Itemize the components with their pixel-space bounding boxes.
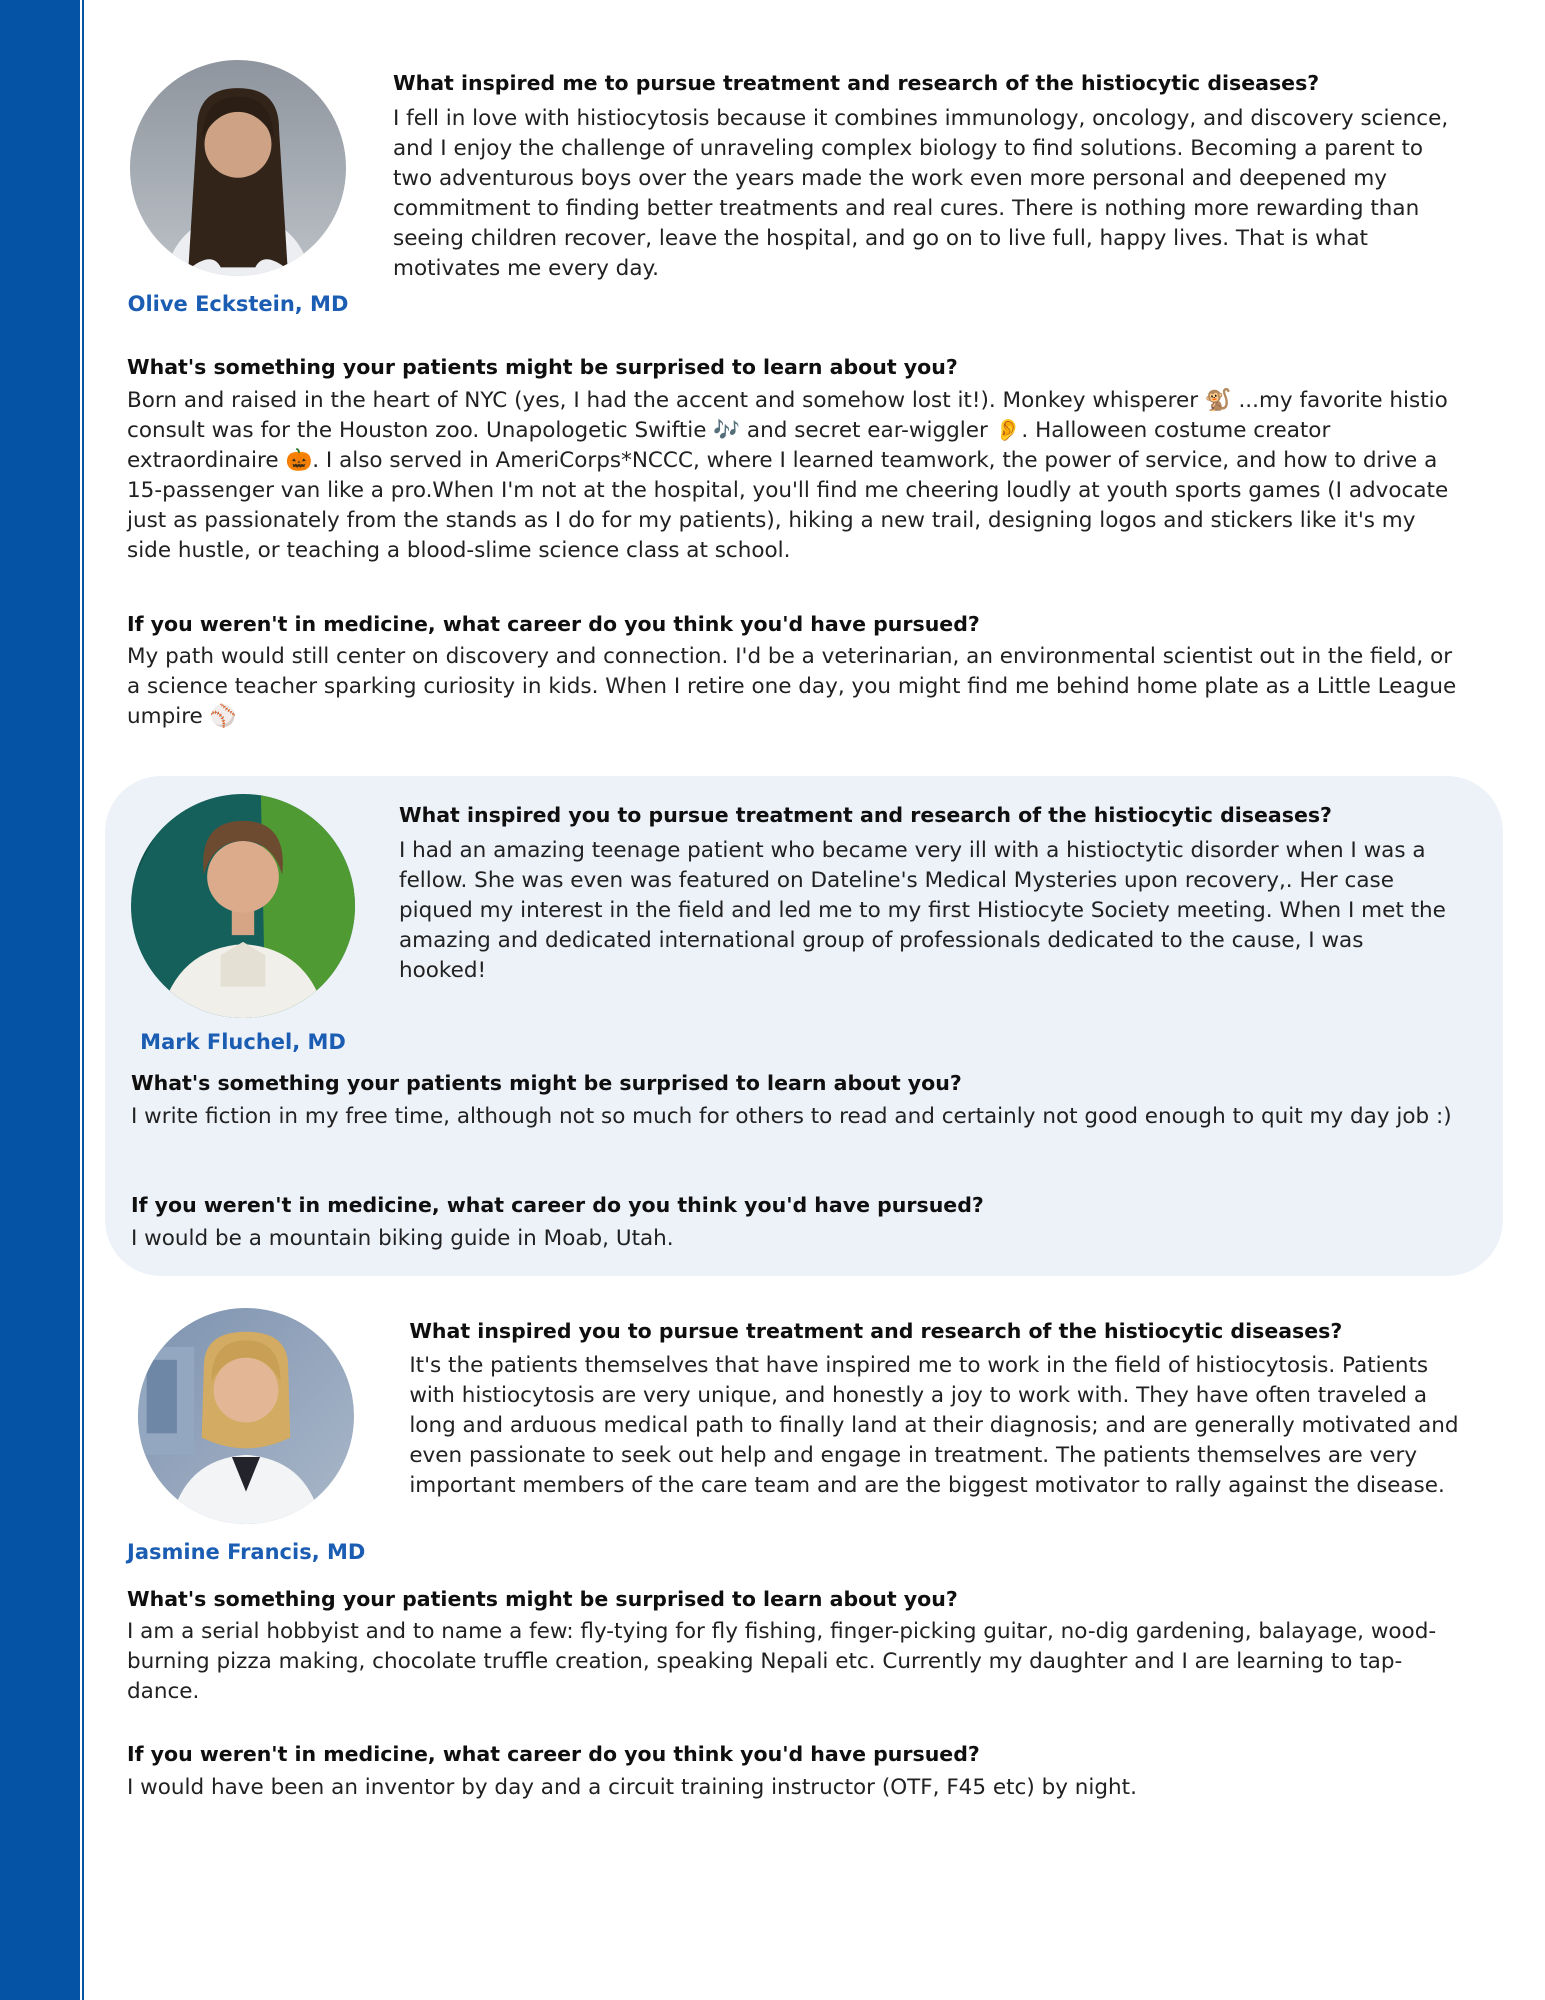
question-heading: If you weren't in medicine, what career do you think you'd have pursued? (127, 611, 980, 636)
doctor-photo-mark-fluchel (131, 794, 355, 1018)
photo-column (127, 1308, 365, 1564)
question-heading: What inspired me to pursue treatment and research of the histiocytic diseases? (393, 71, 1320, 95)
question-heading: If you weren't in medicine, what career do you think you'd have pursued? (131, 1193, 984, 1218)
left-accent-line (82, 0, 84, 2000)
question-heading: What's something your patients might be surprised to learn about you? (127, 1586, 958, 1611)
left-accent-bar (0, 0, 80, 2000)
qa-block (127, 1586, 1463, 1708)
doctor-name: Jasmine Francis, MD (127, 1539, 366, 1564)
intro-row (127, 1308, 1479, 1564)
qa-block (131, 1192, 1457, 1254)
answer-text: I am a serial hobbyist and to name a few: fly-tying for fly fishing, finger-picking guitar, no-dig gardening, balayage, wood-burning pizza making, chocolate truffle creation, speaking Nepali etc. Currently my daughter and I are learning to tap-dance. (127, 1619, 1437, 1705)
doctor-photo-olive-eckstein (130, 60, 346, 276)
question-heading: What inspired you to pursue treatment and research of the histiocytic diseases? (399, 803, 1332, 828)
doctor-name: Olive Eckstein, MD (127, 292, 349, 316)
answer-text: It's the patients themselves that have inspired me to work in the field of histiocytosis. Patients with histiocytosis are very unique, and honestly a joy to work with. They have often traveled a long and arduous medical path to finally land at their diagnosis; and are generally motivated and even passionate to seek out help and engage in treatment. The patients themselves are very important members of the care team and are the biggest motivator to rally against the disease. (409, 1353, 1459, 1499)
question-heading: What's something your patients might be surprised to learn about you? (131, 1071, 962, 1096)
answer-text: I would have been an inventor by day and a circuit training instructor (OTF, F45 etc) by night. (127, 1775, 1137, 1801)
question-heading: What's something your patients might be surprised to learn about you? (127, 355, 958, 379)
qa-block (393, 60, 1463, 316)
portrait-placeholder-icon (130, 60, 346, 276)
question-heading: If you weren't in medicine, what career do you think you'd have pursued? (127, 1742, 980, 1767)
intro-row (127, 60, 1479, 316)
qa-block (127, 354, 1463, 566)
answer-text: I write fiction in my free time, although not so much for others to read and certainly not good enough to quit my day job :) (131, 1104, 1452, 1130)
doctor-name: Mark Fluchel, MD (140, 1030, 346, 1055)
answer-text: My path would still center on discovery and connection. I'd be a veterinarian, an environmental scientist out in the field, or a science teacher sparking curiosity in kids. When I retire one day, you might find me behind home plate as a Little League umpire ⚾ (127, 644, 1457, 730)
qa-block (127, 1741, 1463, 1803)
page-content (105, 0, 1503, 1803)
doctor-photo-jasmine-francis (138, 1308, 354, 1524)
answer-text: I would be a mountain biking guide in Moab, Utah. (131, 1225, 674, 1251)
portrait-placeholder-icon (138, 1308, 354, 1524)
qa-block (127, 611, 1463, 733)
profile-section-jasmine-francis (105, 1276, 1503, 1803)
portrait-placeholder-icon (131, 794, 355, 1018)
answer-text: I had an amazing teenage patient who became very ill with a histioctytic disorder when I was a fellow. She was even was featured on Dateline's Medical Mysteries upon recovery,. Her case piqued my interest in the field and led me to my first Histiocyte Society meeting. When I met the amazing and dedicated international group of professionals dedicated to the cause, I was hooked! (399, 838, 1446, 984)
answer-text: I fell in love with histiocytosis because it combines immunology, oncology, and discovery science, and I enjoy the challenge of unraveling complex biology to find solutions. Becoming a parent to two adventurous boys over the years made the work even more personal and deepened my commitment to finding better treatments and real cures. There is nothing more rewarding than seeing children recover, leave the hospital, and go on to live full, happy lives. That is what motivates me every day. (393, 105, 1449, 281)
answer-text: Born and raised in the heart of NYC (yes, I had the accent and somehow lost it!). Monkey whisperer 🐒 ...my favorite histio consult was for the Houston zoo. Unapologetic Swiftie 🎶 and secret ear-wiggler 👂. Halloween costume creator extraordinaire 🎃. I also served in AmeriCorps*NCCC, where I learned teamwork, the power of service, and how to drive a 15-passenger van like a pro.When I'm not at the hospital, you'll find me cheering loudly at youth sports games (I advocate just as passionately from the stands as I do for my patients), hiking a new trail, designing logos and stickers like it's my side hustle, or teaching a blood-slime science class at school. (127, 387, 1449, 563)
intro-row (131, 794, 1457, 1054)
photo-column (131, 794, 355, 1054)
profile-section-olive-eckstein (105, 0, 1503, 732)
question-heading: What inspired you to pursue treatment and research of the histiocytic diseases? (409, 1318, 1343, 1343)
photo-column (127, 60, 349, 316)
qa-block (131, 1070, 1457, 1132)
qa-block (409, 1308, 1479, 1564)
qa-block (399, 794, 1457, 1054)
profile-card-mark-fluchel (105, 776, 1503, 1275)
